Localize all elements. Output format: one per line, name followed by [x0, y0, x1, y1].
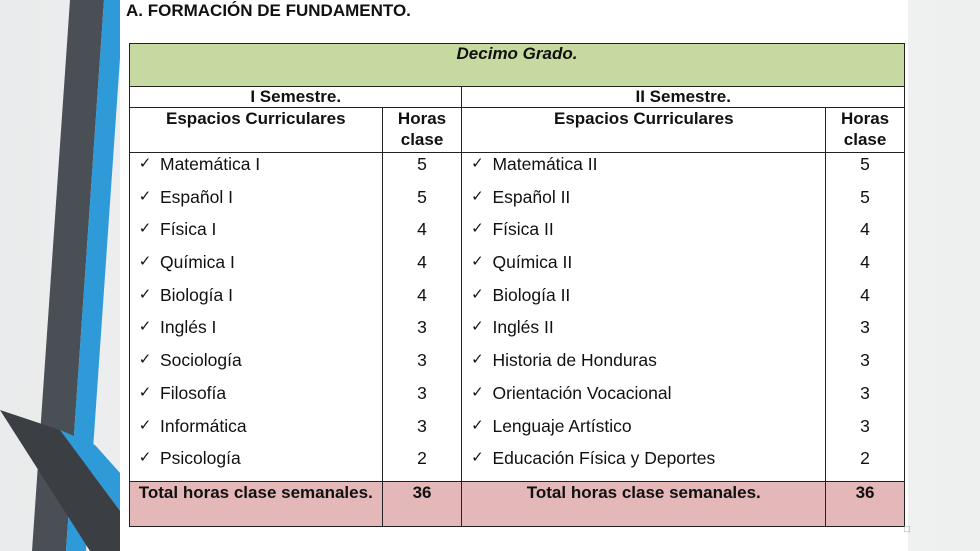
- subject-item: [462, 350, 825, 383]
- subject-hours: 4: [860, 252, 870, 273]
- subject-hours: 5: [417, 154, 427, 174]
- semester1-title: I Semestre.: [130, 87, 462, 108]
- curriculum-table: [129, 43, 905, 527]
- checkmark-icon: ✓: [471, 383, 484, 401]
- subjects-row: [130, 153, 905, 482]
- semester2-hours-list: [826, 153, 905, 482]
- subject-hours: 3: [417, 382, 427, 403]
- subject-hours: 3: [860, 350, 870, 371]
- subject-hours: 4: [860, 219, 870, 240]
- subject-item: [130, 252, 382, 285]
- checkmark-icon: ✓: [471, 187, 484, 205]
- subject-name: Biología I: [160, 284, 233, 305]
- subject-name: Español II: [492, 186, 571, 207]
- subject-hours: 3: [860, 317, 870, 338]
- subject-item: [462, 317, 825, 350]
- subject-name: Orientación Vocacional: [492, 382, 672, 403]
- subject-name: Matemática II: [492, 154, 598, 174]
- subject-item: [130, 448, 382, 481]
- checkmark-icon: ✓: [138, 351, 152, 369]
- subject-name: Física I: [160, 219, 217, 240]
- semester2-subject-list: [462, 153, 826, 482]
- total-row: [130, 481, 905, 526]
- subject-hours: 3: [860, 415, 870, 436]
- semester-row: [130, 87, 905, 108]
- subject-item: [462, 154, 825, 187]
- subject-name: Biología II: [492, 284, 571, 305]
- semester1-subject-list: [130, 153, 383, 482]
- checkmark-icon: ✓: [138, 253, 152, 271]
- subject-item: [130, 416, 382, 449]
- checkmark-icon: ✓: [471, 253, 484, 271]
- subject-hours: 5: [860, 186, 870, 207]
- subject-item: [462, 448, 825, 481]
- subject-item: [130, 219, 382, 252]
- checkmark-icon: ✓: [471, 318, 484, 336]
- subject-name: Lenguaje Artístico: [492, 415, 632, 436]
- subject-hours: 4: [417, 252, 427, 273]
- checkmark-icon: ✓: [471, 155, 484, 172]
- slide-marker: □: [904, 524, 911, 535]
- subject-item: [130, 187, 382, 220]
- subject-item: [462, 187, 825, 220]
- checkmark-icon: ✓: [138, 416, 152, 434]
- subject-hours: 5: [860, 154, 870, 174]
- checkmark-icon: ✓: [138, 449, 152, 467]
- checkmark-icon: ✓: [138, 187, 152, 205]
- semester2-total-value: 36: [826, 481, 905, 526]
- semester1-hours-list: [382, 153, 462, 482]
- semester2-hours-header: Horas clase: [826, 108, 905, 153]
- checkmark-icon: ✓: [138, 220, 152, 238]
- subject-item: [130, 154, 382, 187]
- subject-hours: 3: [860, 382, 870, 403]
- subject-name: Inglés I: [160, 317, 217, 338]
- subject-item: [130, 383, 382, 416]
- subject-name: Psicología: [160, 448, 241, 469]
- subject-name: Matemática I: [160, 154, 261, 174]
- subject-name: Informática: [160, 415, 247, 436]
- subject-name: Química II: [492, 252, 573, 273]
- checkmark-icon: ✓: [138, 318, 152, 336]
- subject-item: [130, 350, 382, 383]
- checkmark-icon: ✓: [138, 155, 152, 172]
- subject-hours: 4: [417, 284, 427, 305]
- semester2-subject-header: Espacios Curriculares: [462, 108, 826, 153]
- subject-hours: 4: [417, 219, 427, 240]
- subject-name: Historia de Honduras: [492, 350, 657, 371]
- checkmark-icon: ✓: [471, 351, 484, 369]
- subject-name: Español I: [160, 186, 233, 207]
- subject-hours: 3: [417, 317, 427, 338]
- subject-item: [462, 219, 825, 252]
- subject-hours: 2: [417, 448, 427, 469]
- subject-hours: 4: [860, 284, 870, 305]
- semester1-total-label: Total horas clase semanales.: [130, 481, 383, 526]
- subject-item: [462, 285, 825, 318]
- semester1-hours-header: Horas clase: [382, 108, 462, 153]
- subject-name: Educación Física y Deportes: [492, 448, 716, 469]
- grade-row: [130, 44, 905, 87]
- checkmark-icon: ✓: [471, 416, 484, 434]
- subject-item: [462, 252, 825, 285]
- semester1-subject-header: Espacios Curriculares: [130, 108, 383, 153]
- subject-name: Sociología: [160, 350, 242, 371]
- subject-name: Filosofía: [160, 382, 227, 403]
- subject-item: [130, 317, 382, 350]
- semester2-title: II Semestre.: [462, 87, 905, 108]
- checkmark-icon: ✓: [138, 383, 152, 401]
- subject-hours: 3: [417, 415, 427, 436]
- subject-item: [462, 416, 825, 449]
- column-header-row: [130, 108, 905, 153]
- checkmark-icon: ✓: [471, 220, 484, 238]
- section-heading: A. FORMACIÓN DE FUNDAMENTO.: [126, 1, 411, 20]
- subject-hours: 5: [417, 186, 427, 207]
- subject-name: Inglés II: [492, 317, 554, 338]
- semester1-total-value: 36: [382, 481, 462, 526]
- grade-title: Decimo Grado.: [130, 44, 905, 87]
- subject-item: [462, 383, 825, 416]
- semester2-total-label: Total horas clase semanales.: [462, 481, 826, 526]
- checkmark-icon: ✓: [471, 449, 484, 467]
- subject-hours: 2: [860, 448, 870, 469]
- subject-hours: 3: [417, 350, 427, 371]
- subject-item: [130, 285, 382, 318]
- subject-name: Física II: [492, 219, 554, 240]
- subject-name: Química I: [160, 252, 235, 273]
- checkmark-icon: ✓: [471, 285, 484, 303]
- checkmark-icon: ✓: [138, 285, 152, 303]
